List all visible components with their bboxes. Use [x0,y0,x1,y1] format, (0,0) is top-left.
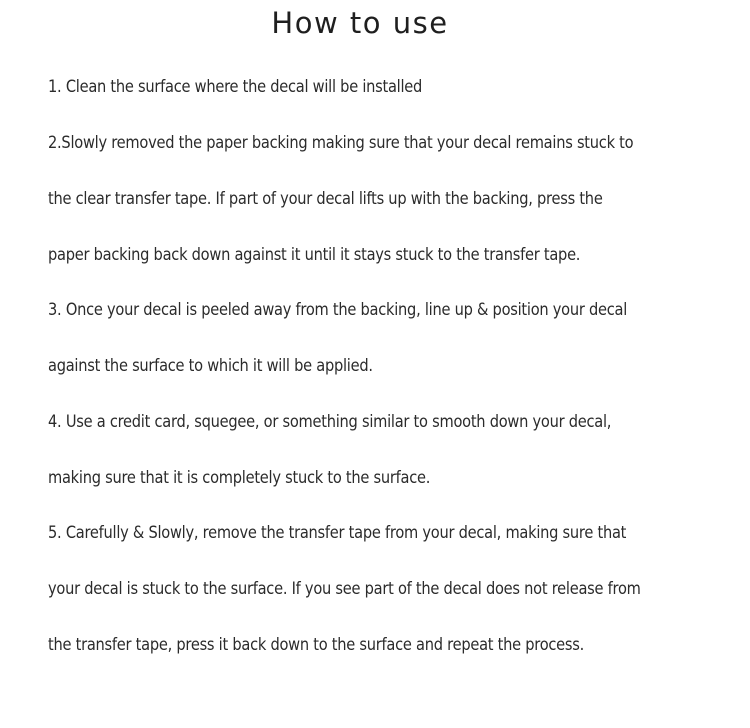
instruction-line: 3. Once your decal is peeled away from the backing, line up & position your decal [48,300,628,320]
page-title: How to use [271,6,449,40]
instruction-line: the clear transfer tape. If part of your decal lifts up with the backing, press the [48,189,603,209]
instruction-line: your decal is stuck to the surface. If you see part of the decal does not release from [48,579,641,599]
instruction-line: 5. Carefully & Slowly, remove the transfer tape from your decal, making sure that [48,523,627,543]
instruction-line: 1. Clean the surface where the decal will be installed [48,77,423,97]
instruction-line: 4. Use a credit card, squegee, or something similar to smooth down your decal, [48,412,612,432]
instruction-line: making sure that it is completely stuck to the surface. [48,468,431,488]
instruction-line: against the surface to which it will be applied. [48,356,373,376]
instruction-line: the transfer tape, press it back down to the surface and repeat the process. [48,635,585,655]
instruction-line: 2.Slowly removed the paper backing making sure that your decal remains stuck to [48,133,634,153]
instruction-line: paper backing back down against it until it stays stuck to the transfer tape. [48,245,581,265]
